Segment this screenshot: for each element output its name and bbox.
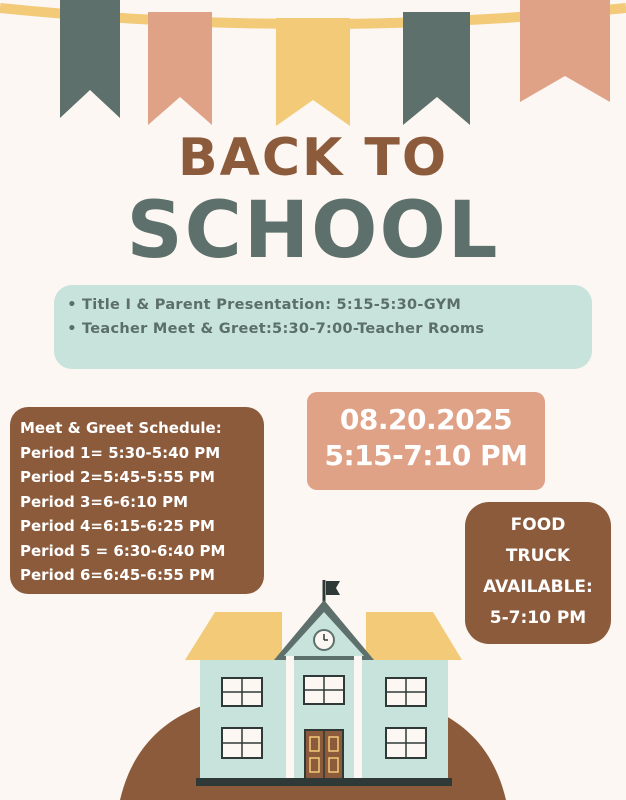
food-truck-line: FOOD — [510, 515, 566, 535]
events-list-box — [54, 285, 592, 369]
title-back-to: BACK TO — [177, 128, 449, 188]
event-time: 5:15-7:10 PM — [324, 439, 528, 472]
building-base — [196, 778, 452, 786]
column — [354, 656, 362, 780]
food-truck-time: 5-7:10 PM — [489, 608, 587, 628]
column — [286, 656, 294, 780]
schedule-heading: Meet & Greet Schedule: — [20, 419, 222, 437]
bunting-flag — [276, 18, 350, 126]
roof-left — [185, 612, 282, 660]
schedule-period: Period 2=5:45-5:55 PM — [20, 468, 215, 486]
schedule-period: Period 1= 5:30-5:40 PM — [20, 443, 221, 462]
food-truck-line: TRUCK — [505, 546, 571, 566]
event-date-box — [307, 392, 545, 490]
schedule-period: Period 6=6:45-6:55 PM — [20, 566, 215, 584]
event-text: Teacher Meet & Greet:5:30-7:00-Teacher Rooms — [82, 321, 485, 337]
school-building-illustration — [0, 570, 626, 800]
schedule-period: Period 5 = 6:30-6:40 PM — [20, 541, 226, 560]
event-date: 08.20.2025 — [339, 403, 513, 436]
event-item — [64, 293, 592, 317]
schedule-period: Period 4=6:15-6:25 PM — [20, 517, 215, 535]
bunting-flags-decoration — [0, 0, 626, 140]
schedule-period: Period 3=6-6:10 PM — [20, 492, 189, 511]
meet-greet-schedule-box — [10, 407, 264, 594]
event-item — [64, 317, 592, 341]
bullet-icon: • — [67, 321, 77, 337]
food-truck-line: AVAILABLE: — [483, 577, 593, 597]
bullet-icon: • — [67, 297, 77, 313]
bunting-flag — [148, 12, 212, 125]
flag-icon — [326, 581, 340, 595]
title-school: SCHOOL — [126, 186, 500, 276]
bunting-flag — [520, 0, 610, 102]
event-text: Title I & Parent Presentation: 5:15-5:30-GYM — [82, 297, 462, 313]
roof-right — [366, 612, 462, 660]
bunting-flag — [60, 0, 120, 118]
bunting-flag — [403, 12, 470, 125]
